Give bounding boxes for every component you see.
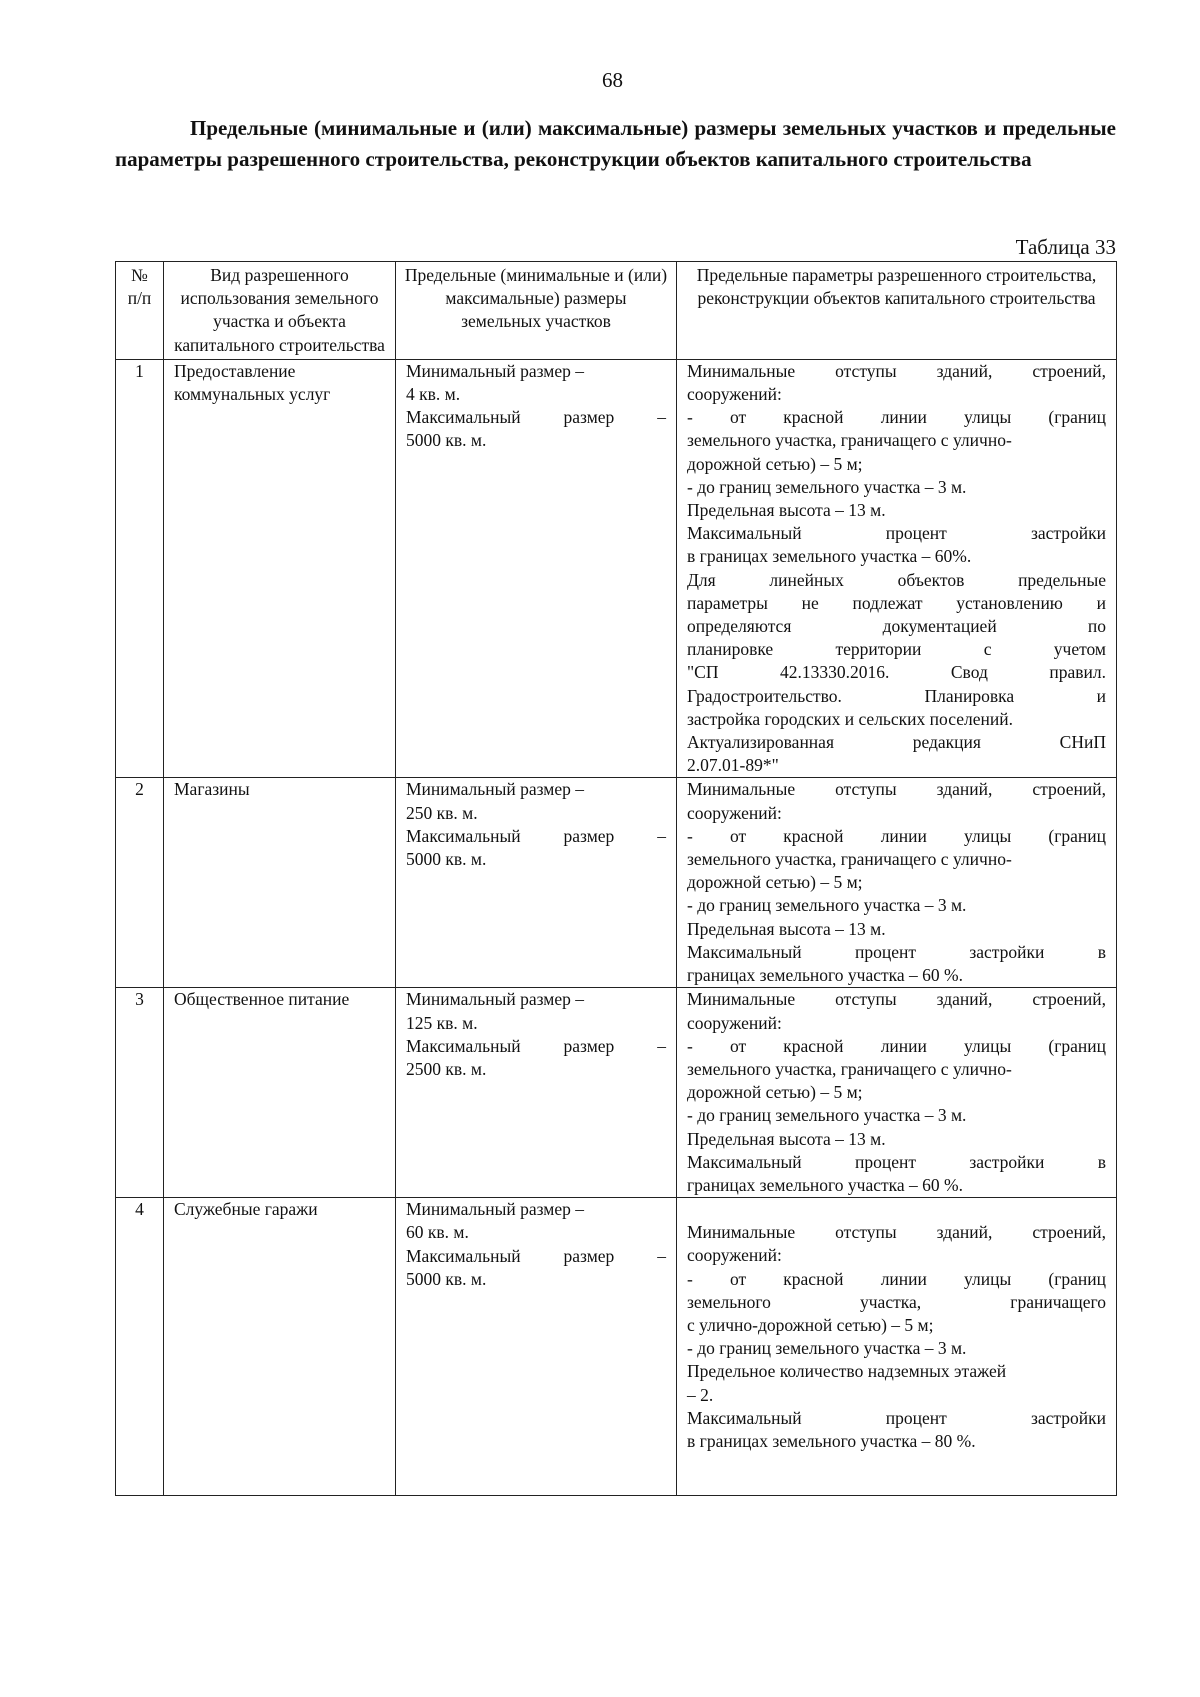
plot-size-line: Максимальный размер – <box>406 825 666 846</box>
land-plot-limits-table <box>115 261 1117 1496</box>
construction-params-line: дорожной сетью) – 5 м; <box>687 872 863 893</box>
permitted-use-line: коммунальных услуг <box>174 384 331 405</box>
permitted-use-cell <box>164 778 396 988</box>
row-number: 4 <box>116 1198 164 1496</box>
construction-params-line: в границах земельного участка – 60%. <box>687 546 972 567</box>
plot-size-cell <box>396 778 677 988</box>
plot-size-line: 5000 кв. м. <box>406 430 487 451</box>
row-number: 1 <box>116 359 164 778</box>
plot-size-line: Минимальный размер – <box>406 779 585 800</box>
plot-size-line: Максимальный размер – <box>406 1035 666 1056</box>
plot-size-line: 5000 кв. м. <box>406 1268 487 1289</box>
header-construction-params: Предельные параметры разрешенного строительства, реконструкции объектов капитального строительства <box>677 262 1117 360</box>
plot-size-line: Минимальный размер – <box>406 1199 585 1220</box>
construction-params-line: - от красной линии улицы (границ <box>687 825 1106 846</box>
construction-params-line: земельного участка, граничащего с улично- <box>687 430 1012 451</box>
construction-params-line: "СП 42.13330.2016. Свод правил. <box>687 662 1106 683</box>
construction-params-line: Максимальный процент застройки в <box>687 1151 1106 1172</box>
construction-params-line: - до границ земельного участка – 3 м. <box>687 1338 967 1359</box>
construction-params-line: планировке территории с учетом <box>687 639 1106 660</box>
header-permitted-use: Вид разрешенного использования земельного участка и объекта капитального строительства <box>164 262 396 360</box>
construction-params-line: Предельная высота – 13 м. <box>687 500 886 521</box>
plot-size-line: 60 кв. м. <box>406 1222 469 1243</box>
construction-params-line: сооружений: <box>687 1245 782 1266</box>
construction-params-line: Минимальные отступы зданий, строений, <box>687 989 1106 1010</box>
permitted-use-line: Служебные гаражи <box>174 1199 318 1220</box>
header-number-symbol: № <box>131 265 148 285</box>
plot-size-line: Максимальный размер – <box>406 407 666 428</box>
construction-params-line: сооружений: <box>687 802 782 823</box>
construction-params-line: - до границ земельного участка – 3 м. <box>687 1105 967 1126</box>
construction-params-line: - от красной линии улицы (границ <box>687 407 1106 428</box>
construction-params-line: в границах земельного участка – 80 %. <box>687 1430 976 1451</box>
plot-size-cell <box>396 988 677 1198</box>
plot-size-line: 5000 кв. м. <box>406 849 487 870</box>
construction-params-line: земельного участка, граничащего с улично- <box>687 849 1012 870</box>
page-number: 68 <box>602 68 623 92</box>
construction-params-line: Минимальные отступы зданий, строений, <box>687 360 1106 381</box>
construction-params-line: параметры не подлежат установлению и <box>687 592 1106 613</box>
construction-params-cell <box>677 1198 1117 1496</box>
construction-params-line: с улично-дорожной сетью) – 5 м; <box>687 1314 934 1335</box>
permitted-use-line: Общественное питание <box>174 989 350 1010</box>
permitted-use-cell <box>164 1198 396 1496</box>
plot-size-line: 125 кв. м. <box>406 1012 478 1033</box>
row-number: 2 <box>116 778 164 988</box>
construction-params-line: Максимальный процент застройки <box>687 1407 1106 1428</box>
construction-params-line: Максимальный процент застройки <box>687 523 1106 544</box>
table-label: Таблица 33 <box>1015 235 1116 259</box>
construction-params-line: границах земельного участка – 60 %. <box>687 965 963 986</box>
permitted-use-line: Магазины <box>174 779 250 800</box>
table-body <box>116 359 1117 1495</box>
table-row <box>116 778 1117 988</box>
construction-params-line: сооружений: <box>687 1012 782 1033</box>
construction-params-line: застройка городских и сельских поселений. <box>687 708 1013 729</box>
construction-params-line: - до границ земельного участка – 3 м. <box>687 476 967 497</box>
permitted-use-line: Предоставление <box>174 360 296 381</box>
construction-params-line: определяются документацией по <box>687 616 1106 637</box>
construction-params-line: - от красной линии улицы (границ <box>687 1268 1106 1289</box>
construction-params-line: границах земельного участка – 60 %. <box>687 1174 963 1195</box>
construction-params-cell <box>677 778 1117 988</box>
header-plot-size: Предельные (минимальные и (или) максимальные) размеры земельных участков <box>396 262 677 360</box>
construction-params-line: сооружений: <box>687 384 782 405</box>
construction-params-line: Предельная высота – 13 м. <box>687 1128 886 1149</box>
table-row <box>116 359 1117 778</box>
header-number <box>116 262 164 360</box>
construction-params-line: Минимальные отступы зданий, строений, <box>687 779 1106 800</box>
construction-params-line: - от красной линии улицы (границ <box>687 1035 1106 1056</box>
header-number-abbr: п/п <box>127 288 152 309</box>
construction-params-line: Минимальные отступы зданий, строений, <box>687 1222 1106 1243</box>
construction-params-line: Градостроительство. Планировка и <box>687 685 1106 706</box>
plot-size-cell <box>396 1198 677 1496</box>
plot-size-line: 250 кв. м. <box>406 802 478 823</box>
plot-size-line: Минимальный размер – <box>406 360 585 381</box>
construction-params-line: Предельное количество надземных этажей <box>687 1361 1007 1382</box>
construction-params-cell <box>677 359 1117 778</box>
construction-params-line: дорожной сетью) – 5 м; <box>687 453 863 474</box>
table-header <box>116 262 1117 360</box>
construction-params-cell <box>677 988 1117 1198</box>
construction-params-line: Предельная высота – 13 м. <box>687 918 886 939</box>
table-row <box>116 1198 1117 1496</box>
plot-size-line: 2500 кв. м. <box>406 1058 487 1079</box>
construction-params-line: – 2. <box>687 1384 714 1405</box>
construction-params-line: Максимальный процент застройки в <box>687 941 1106 962</box>
construction-params-line: земельного участка, граничащего с улично- <box>687 1058 1012 1079</box>
construction-params-line: - до границ земельного участка – 3 м. <box>687 895 967 916</box>
construction-params-line: 2.07.01-89*" <box>687 755 779 776</box>
table-row <box>116 988 1117 1198</box>
row-number: 3 <box>116 988 164 1198</box>
plot-size-line: Максимальный размер – <box>406 1245 666 1266</box>
construction-params-line: дорожной сетью) – 5 м; <box>687 1082 863 1103</box>
plot-size-cell <box>396 359 677 778</box>
header-row <box>116 262 1117 360</box>
permitted-use-cell <box>164 988 396 1198</box>
plot-size-line: 4 кв. м. <box>406 384 461 405</box>
construction-params-line: земельного участка, граничащего <box>687 1291 1106 1312</box>
construction-params-line: Актуализированная редакция СНиП <box>687 732 1106 753</box>
plot-size-line: Минимальный размер – <box>406 989 585 1010</box>
permitted-use-cell <box>164 359 396 778</box>
document-title: Предельные (минимальные и (или) максимальные) размеры земельных участков и предельные параметры разрешенного строительства, реконструкции объектов капитального строительства <box>115 116 1116 171</box>
construction-params-line: Для линейных объектов предельные <box>687 569 1106 590</box>
